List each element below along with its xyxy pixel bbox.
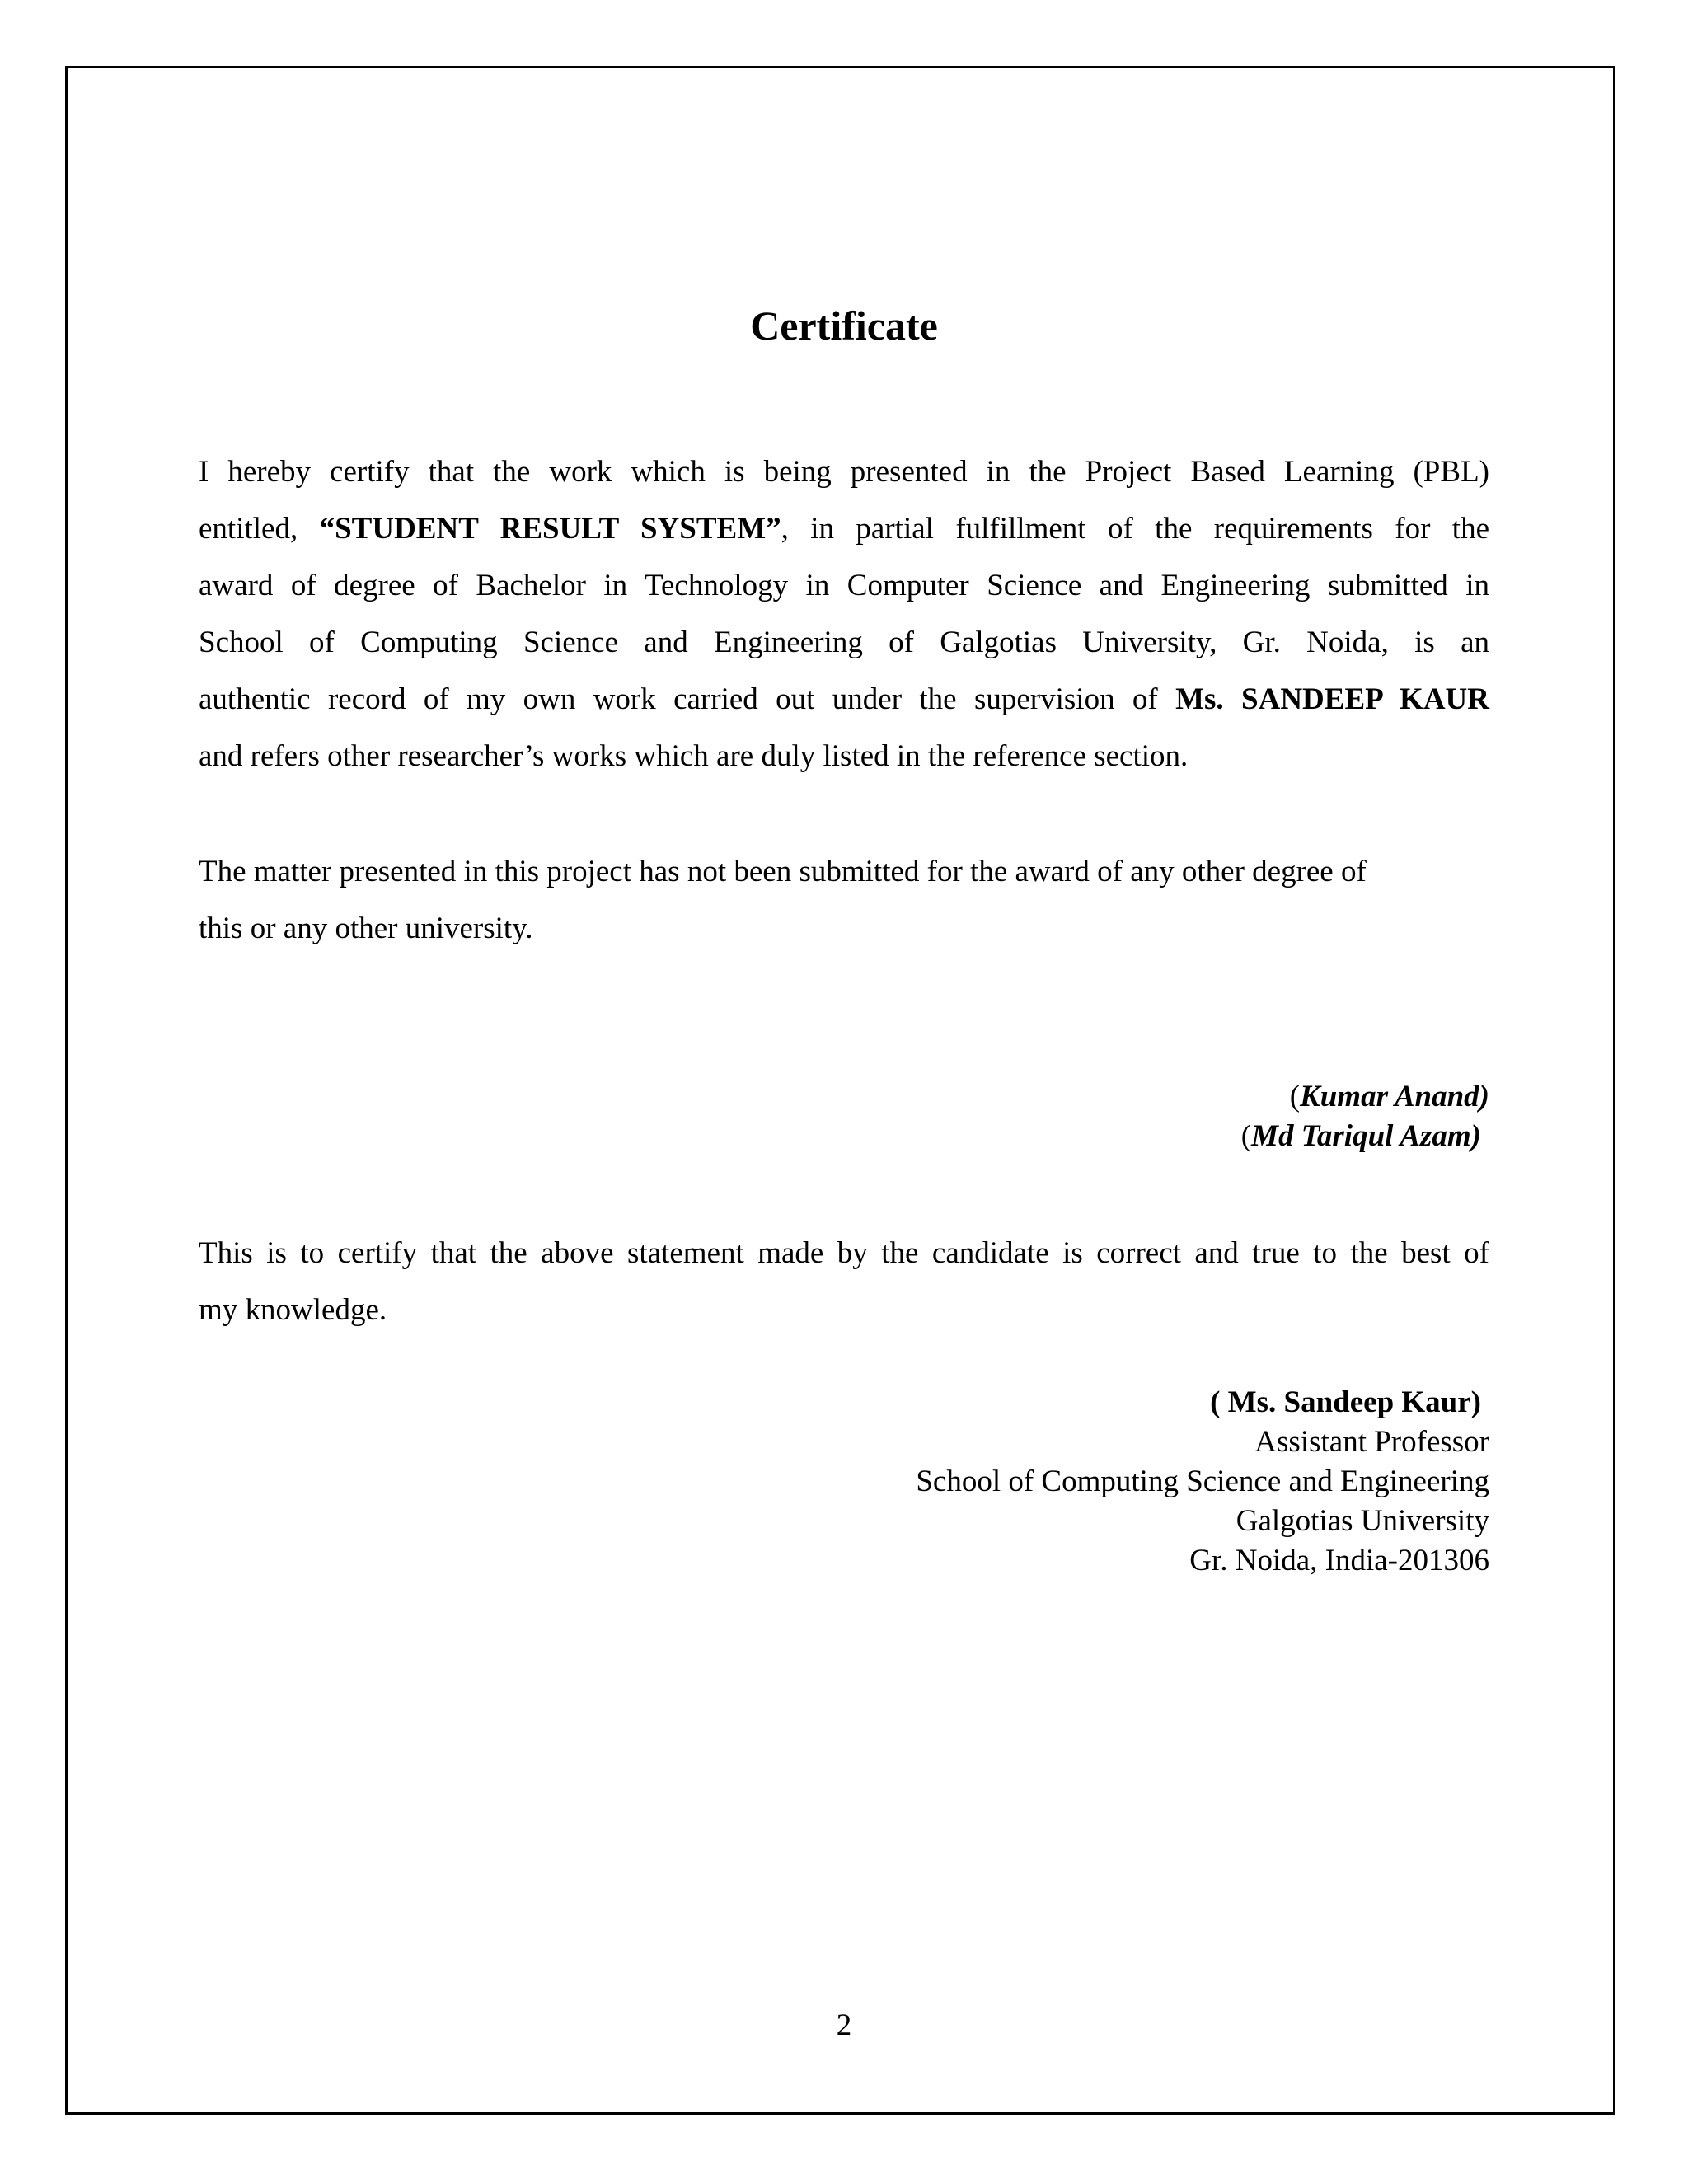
page-number: 2 xyxy=(836,2008,852,2042)
candidate-name xyxy=(1241,1117,1489,1156)
candidate-signature-block xyxy=(1241,1077,1489,1156)
supervisor-name: Ms. SANDEEP KAUR xyxy=(1175,682,1489,716)
paragraph-line: my knowledge. xyxy=(199,1293,387,1327)
supervisor-location: Gr. Noida, India-201306 xyxy=(1189,1544,1489,1577)
paragraph-line: This is to certify that the above statement made by the candidate is correct and true to the best of xyxy=(199,1236,1489,1270)
paragraph-line: award of degree of Bachelor in Technology in Computer Science and Engineering submitted in xyxy=(199,569,1489,602)
candidate-open-paren: ( xyxy=(1240,1119,1252,1153)
paragraph-line: I hereby certify that the work which is being presented in the Project Based Learning (PBL) xyxy=(199,455,1489,489)
paragraph-line: this or any other university. xyxy=(199,912,533,945)
paragraph-line xyxy=(199,671,1489,728)
candidate-name-text: Md Tariqul Azam) xyxy=(1251,1119,1481,1153)
supervisor-school: School of Computing Science and Engineering xyxy=(916,1465,1489,1498)
paragraph-line: School of Computing Science and Engineering of Galgotias University, Gr. Noida, is an xyxy=(199,626,1489,659)
supervisor-signature-name: ( Ms. Sandeep Kaur) xyxy=(1210,1385,1481,1419)
candidate-name xyxy=(1241,1077,1489,1117)
project-title: “STUDENT RESULT SYSTEM” xyxy=(319,512,781,546)
supervisor-signature-block xyxy=(916,1383,1489,1581)
supervision-text: authentic record of my own work carried out under the supervision of xyxy=(199,682,1158,716)
candidate-open-paren: ( xyxy=(1289,1080,1301,1113)
candidate-name-text: Kumar Anand) xyxy=(1300,1080,1489,1113)
fulfillment-text: , in partial fulfillment of the requirements for the xyxy=(781,512,1490,546)
paragraph-line: The matter presented in this project has not been submitted for the award of any other degree of xyxy=(199,855,1367,888)
supervisor-university: Galgotias University xyxy=(1236,1504,1489,1538)
page-title: Certificate xyxy=(750,302,938,349)
paragraph-line xyxy=(199,500,1489,557)
entitled-text: entitled, xyxy=(199,512,298,546)
paragraph-line: and refers other researcher’s works which are duly listed in the reference section. xyxy=(199,739,1189,773)
originality-paragraph xyxy=(199,843,1489,957)
supervisor-certification-paragraph xyxy=(199,1225,1489,1338)
supervisor-designation: Assistant Professor xyxy=(1254,1425,1489,1459)
certification-paragraph xyxy=(199,443,1489,785)
